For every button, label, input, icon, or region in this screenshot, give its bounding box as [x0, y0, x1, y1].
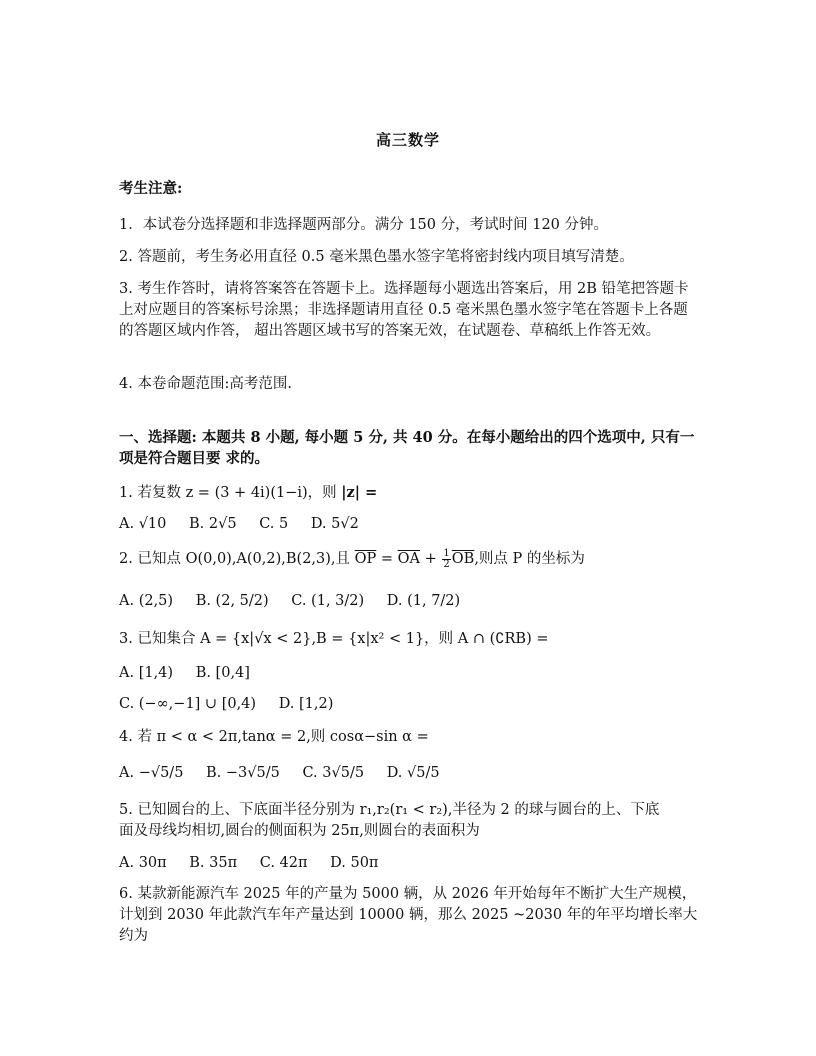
question-3-mid: ，则	[424, 631, 454, 647]
option-c: C. 3√5/5	[302, 765, 365, 781]
section-1-heading: 一、选择题: 本题共 8 小题, 每小题 5 分, 共 40 分。在每小题给出的四个选项中, 只有一项是符合题目要 求的。	[119, 429, 695, 467]
notice-item-3: 3. 考生作答时，请将答案答在答题卡上。选择题每小题选出答案后，用 2B 铅笔把答题卡上对应题目的答案标号涂黑；非选择题请用直径 0.5 毫米黑色墨水签字笔在答题卡上各题的答题区域内作答， 超出答题区域书写的答案无效，在试题卷、草稿纸上作答无效。	[119, 281, 689, 339]
question-4	[119, 726, 429, 748]
option-b: B. −3√5/5	[206, 765, 280, 781]
notice-item-2: 2. 答题前，考生务必用直径 0.5 毫米黑色墨水签字笔将密封线内项目填写清楚。	[119, 249, 634, 265]
option-d: D. (1, 7/2)	[386, 593, 461, 609]
page-title: 高三数学	[375, 131, 440, 149]
option-a: A. (2,5)	[119, 593, 174, 609]
option-b: B. 2√5	[189, 516, 237, 532]
option-a: A. −√5/5	[119, 765, 184, 781]
question-2-options	[119, 590, 460, 612]
option-d: D. [1,2)	[278, 696, 334, 712]
notice-heading: 考生注意:	[119, 180, 183, 197]
question-5-text-d: ,则圆台的表面积为	[359, 823, 480, 839]
question-5-radii: r₁,r₂(r₁ < r₂)	[359, 802, 448, 818]
vector-equation: $\overline{OP} = \overline{OA}$ + $\frac{1}{2}$ $\overline{OB}$	[354, 547, 475, 570]
set-b: ,B = {x|x² < 1}	[311, 631, 425, 647]
option-d: D. √5/5	[386, 765, 440, 781]
option-c: C. 42π	[259, 855, 308, 871]
option-a: A. √10	[119, 516, 167, 532]
option-c: C. (1, 3/2)	[291, 593, 365, 609]
question-1-options	[119, 513, 359, 535]
option-d: D. 5√2	[310, 516, 359, 532]
set-a: A = {x|√x < 2}	[200, 631, 312, 647]
option-c: C. 5	[259, 516, 289, 532]
option-b: B. [0,4]	[195, 665, 250, 681]
question-2	[119, 548, 585, 570]
question-4-prefix: 4. 若	[119, 729, 152, 745]
question-6: 6. 某款新能源汽车 2025 年的产量为 5000 辆，从 2026 年开始每年不断扩大生产规模，计划到 2030 年此款汽车年产量达到 10000 辆，那么 2025 ~2030 年的年平均增长率大约为	[119, 886, 698, 944]
question-5-lateral-area: 25π	[331, 823, 360, 839]
question-1	[119, 482, 377, 504]
question-1-prefix: 1. 若复数	[119, 485, 181, 501]
option-b: B. 35π	[189, 855, 238, 871]
question-4-options	[119, 762, 440, 784]
question-3-expr: A ∩ (∁RB) =	[457, 631, 549, 647]
question-3-options-row-2	[119, 693, 333, 715]
option-d: D. 50π	[330, 855, 379, 871]
question-2-suffix: ,则点 P 的坐标为	[474, 551, 585, 567]
question-2-points: O(0,0),A(0,2),B(2,3)	[185, 551, 331, 567]
notice-item-4: 4. 本卷命题范围:高考范围.	[119, 376, 292, 392]
option-c: C. (−∞,−1] ∪ [0,4)	[119, 696, 257, 712]
question-3-prefix: 3. 已知集合	[119, 631, 196, 647]
question-3-options-row-1	[119, 662, 250, 684]
question-5-text-c: 面及母线均相切,圆台的侧面积为	[119, 823, 327, 839]
notice-item-1: 1．本试卷分选择题和非选择题两部分。满分 150 分，考试时间 120 分钟。	[119, 217, 609, 233]
question-5-options	[119, 852, 378, 874]
option-a: A. 30π	[119, 855, 167, 871]
question-5-text-a: 5. 已知圆台的上、下底面半径分别为	[119, 802, 355, 818]
question-5-line-2	[119, 820, 480, 842]
question-1-expr: z = (3 + 4i)(1−i)	[185, 485, 308, 501]
question-2-mid: ,且	[330, 551, 351, 567]
option-b: B. (2, 5/2)	[195, 593, 269, 609]
option-a: A. [1,4)	[119, 665, 174, 681]
question-4-mid: ,则	[306, 729, 326, 745]
question-5-text-b: ,半径为 2 的球与圆台的上、下底	[447, 802, 660, 818]
question-2-prefix: 2. 已知点	[119, 551, 181, 567]
question-1-mid: ，则	[307, 485, 337, 501]
question-5-line-1	[119, 799, 659, 821]
question-4-expr: cosα−sin α =	[329, 729, 429, 745]
question-4-condition: π < α < 2π,tanα = 2	[156, 729, 307, 745]
question-3	[119, 628, 549, 650]
question-1-expr2: |z| =	[341, 484, 378, 501]
